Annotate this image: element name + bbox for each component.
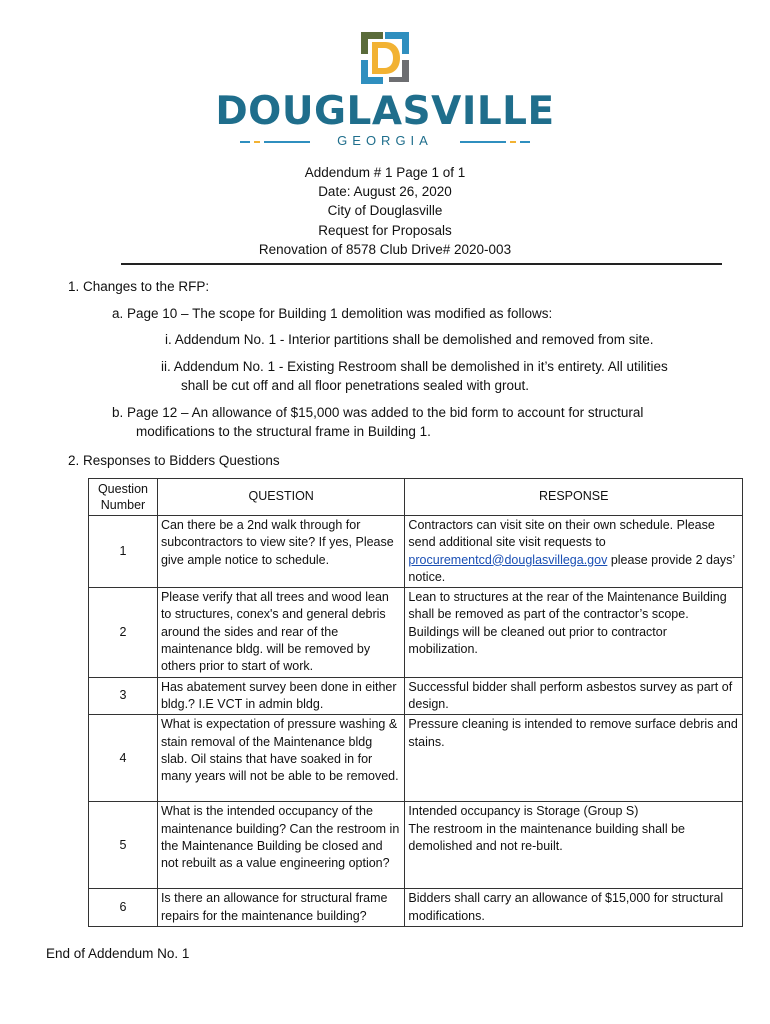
question-number: 5 — [89, 802, 158, 889]
response-text: Bidders shall carry an allowance of $15,000 for structural modifications. — [405, 889, 743, 927]
change-item-a: a. Page 10 – The scope for Building 1 demolition was modified as follows: — [112, 306, 553, 321]
column-header-response: RESPONSE — [405, 479, 743, 516]
table-row — [89, 588, 743, 677]
change-item-a-ii-line1: ii. Addendum No. 1 - Existing Restroom shall be demolished in it’s entirety. All utilities — [161, 359, 668, 374]
change-item-a-ii-line2: shall be cut off and all floor penetrations sealed with grout. — [181, 378, 529, 393]
douglasville-logo-mark-icon — [355, 30, 415, 86]
table-row — [89, 802, 743, 889]
city-name-wordmark: DOUGLASVILLE — [215, 89, 555, 134]
response-text-line2: The restroom in the maintenance building shall be demolished and not re-built. — [408, 821, 685, 853]
table-header-row — [89, 479, 743, 516]
question-text: What is the intended occupancy of the maintenance building? Can the restroom in the Maintenance Building be closed and not rebuilt as a value engineering option? — [157, 802, 404, 889]
state-name: GEORGIA — [337, 133, 433, 148]
question-number: 6 — [89, 889, 158, 927]
procurement-email-link[interactable]: procurementcd@douglasvillega.gov — [408, 552, 608, 567]
change-item-b-line2: modifications to the structural frame in Building 1. — [136, 424, 431, 439]
state-name-banner — [240, 135, 530, 149]
addendum-header — [0, 163, 770, 259]
column-header-number-line1: Question — [97, 482, 148, 496]
table-row — [89, 677, 743, 715]
response-text — [405, 516, 743, 588]
question-text: Please verify that all trees and wood lean to structures, conex's and general debris around the sides and rear of the maintenance bldg. will be removed by others prior to start of work. — [157, 588, 404, 677]
question-number: 1 — [89, 516, 158, 588]
change-item-a-i: i. Addendum No. 1 - Interior partitions shall be demolished and removed from site. — [165, 332, 654, 347]
table-row — [89, 889, 743, 927]
response-text: Pressure cleaning is intended to remove surface debris and stains. — [405, 715, 743, 802]
question-text: What is expectation of pressure washing & stain removal of the Maintenance bldg slab. Oil stains that have soaked in for many years will not be able to be removed. — [157, 715, 404, 802]
table-row — [89, 715, 743, 802]
document-type: Request for Proposals — [318, 222, 452, 238]
end-of-addendum: End of Addendum No. 1 — [46, 946, 190, 961]
response-text-line1: Intended occupancy is Storage (Group S) — [408, 804, 639, 819]
column-header-number — [89, 479, 158, 516]
change-item-b-line1: b. Page 12 – An allowance of $15,000 was added to the bid form to account for structural — [112, 405, 644, 420]
column-header-number-line2: Number — [100, 498, 146, 512]
question-number: 4 — [89, 715, 158, 802]
column-header-question: QUESTION — [157, 479, 404, 516]
table-row — [89, 516, 743, 588]
response-text-part1: Contractors can visit site on their own schedule. Please send additional site visit requests to — [408, 518, 715, 550]
response-text-part2: please provide 2 days’ notice. — [408, 552, 735, 584]
question-number: 2 — [89, 588, 158, 677]
question-text: Is there an allowance for structural frame repairs for the maintenance building? — [157, 889, 404, 927]
header-divider — [121, 263, 722, 265]
response-text: Successful bidder shall perform asbestos survey as part of design. — [405, 677, 743, 715]
response-text — [405, 802, 743, 889]
section-changes-heading: 1. Changes to the RFP: — [68, 279, 210, 294]
section-responses-heading: 2. Responses to Bidders Questions — [68, 453, 280, 468]
addendum-date: Date: August 26, 2020 — [318, 184, 452, 200]
response-text: Lean to structures at the rear of the Maintenance Building shall be removed as part of the contractor’s scope. Buildings will be cleaned out prior to contractor mobilization. — [405, 588, 743, 677]
project-title: Renovation of 8578 Club Drive# 2020-003 — [258, 241, 512, 257]
addendum-number: Addendum # 1 Page 1 of 1 — [304, 165, 466, 180]
issuing-city: City of Douglasville — [327, 203, 443, 219]
questions-table — [88, 478, 743, 927]
question-number: 3 — [89, 677, 158, 715]
question-text: Has abatement survey been done in either bldg.? I.E VCT in admin bldg. — [157, 677, 404, 715]
question-text: Can there be a 2nd walk through for subcontractors to view site? If yes, Please give ample notice to schedule. — [157, 516, 404, 588]
